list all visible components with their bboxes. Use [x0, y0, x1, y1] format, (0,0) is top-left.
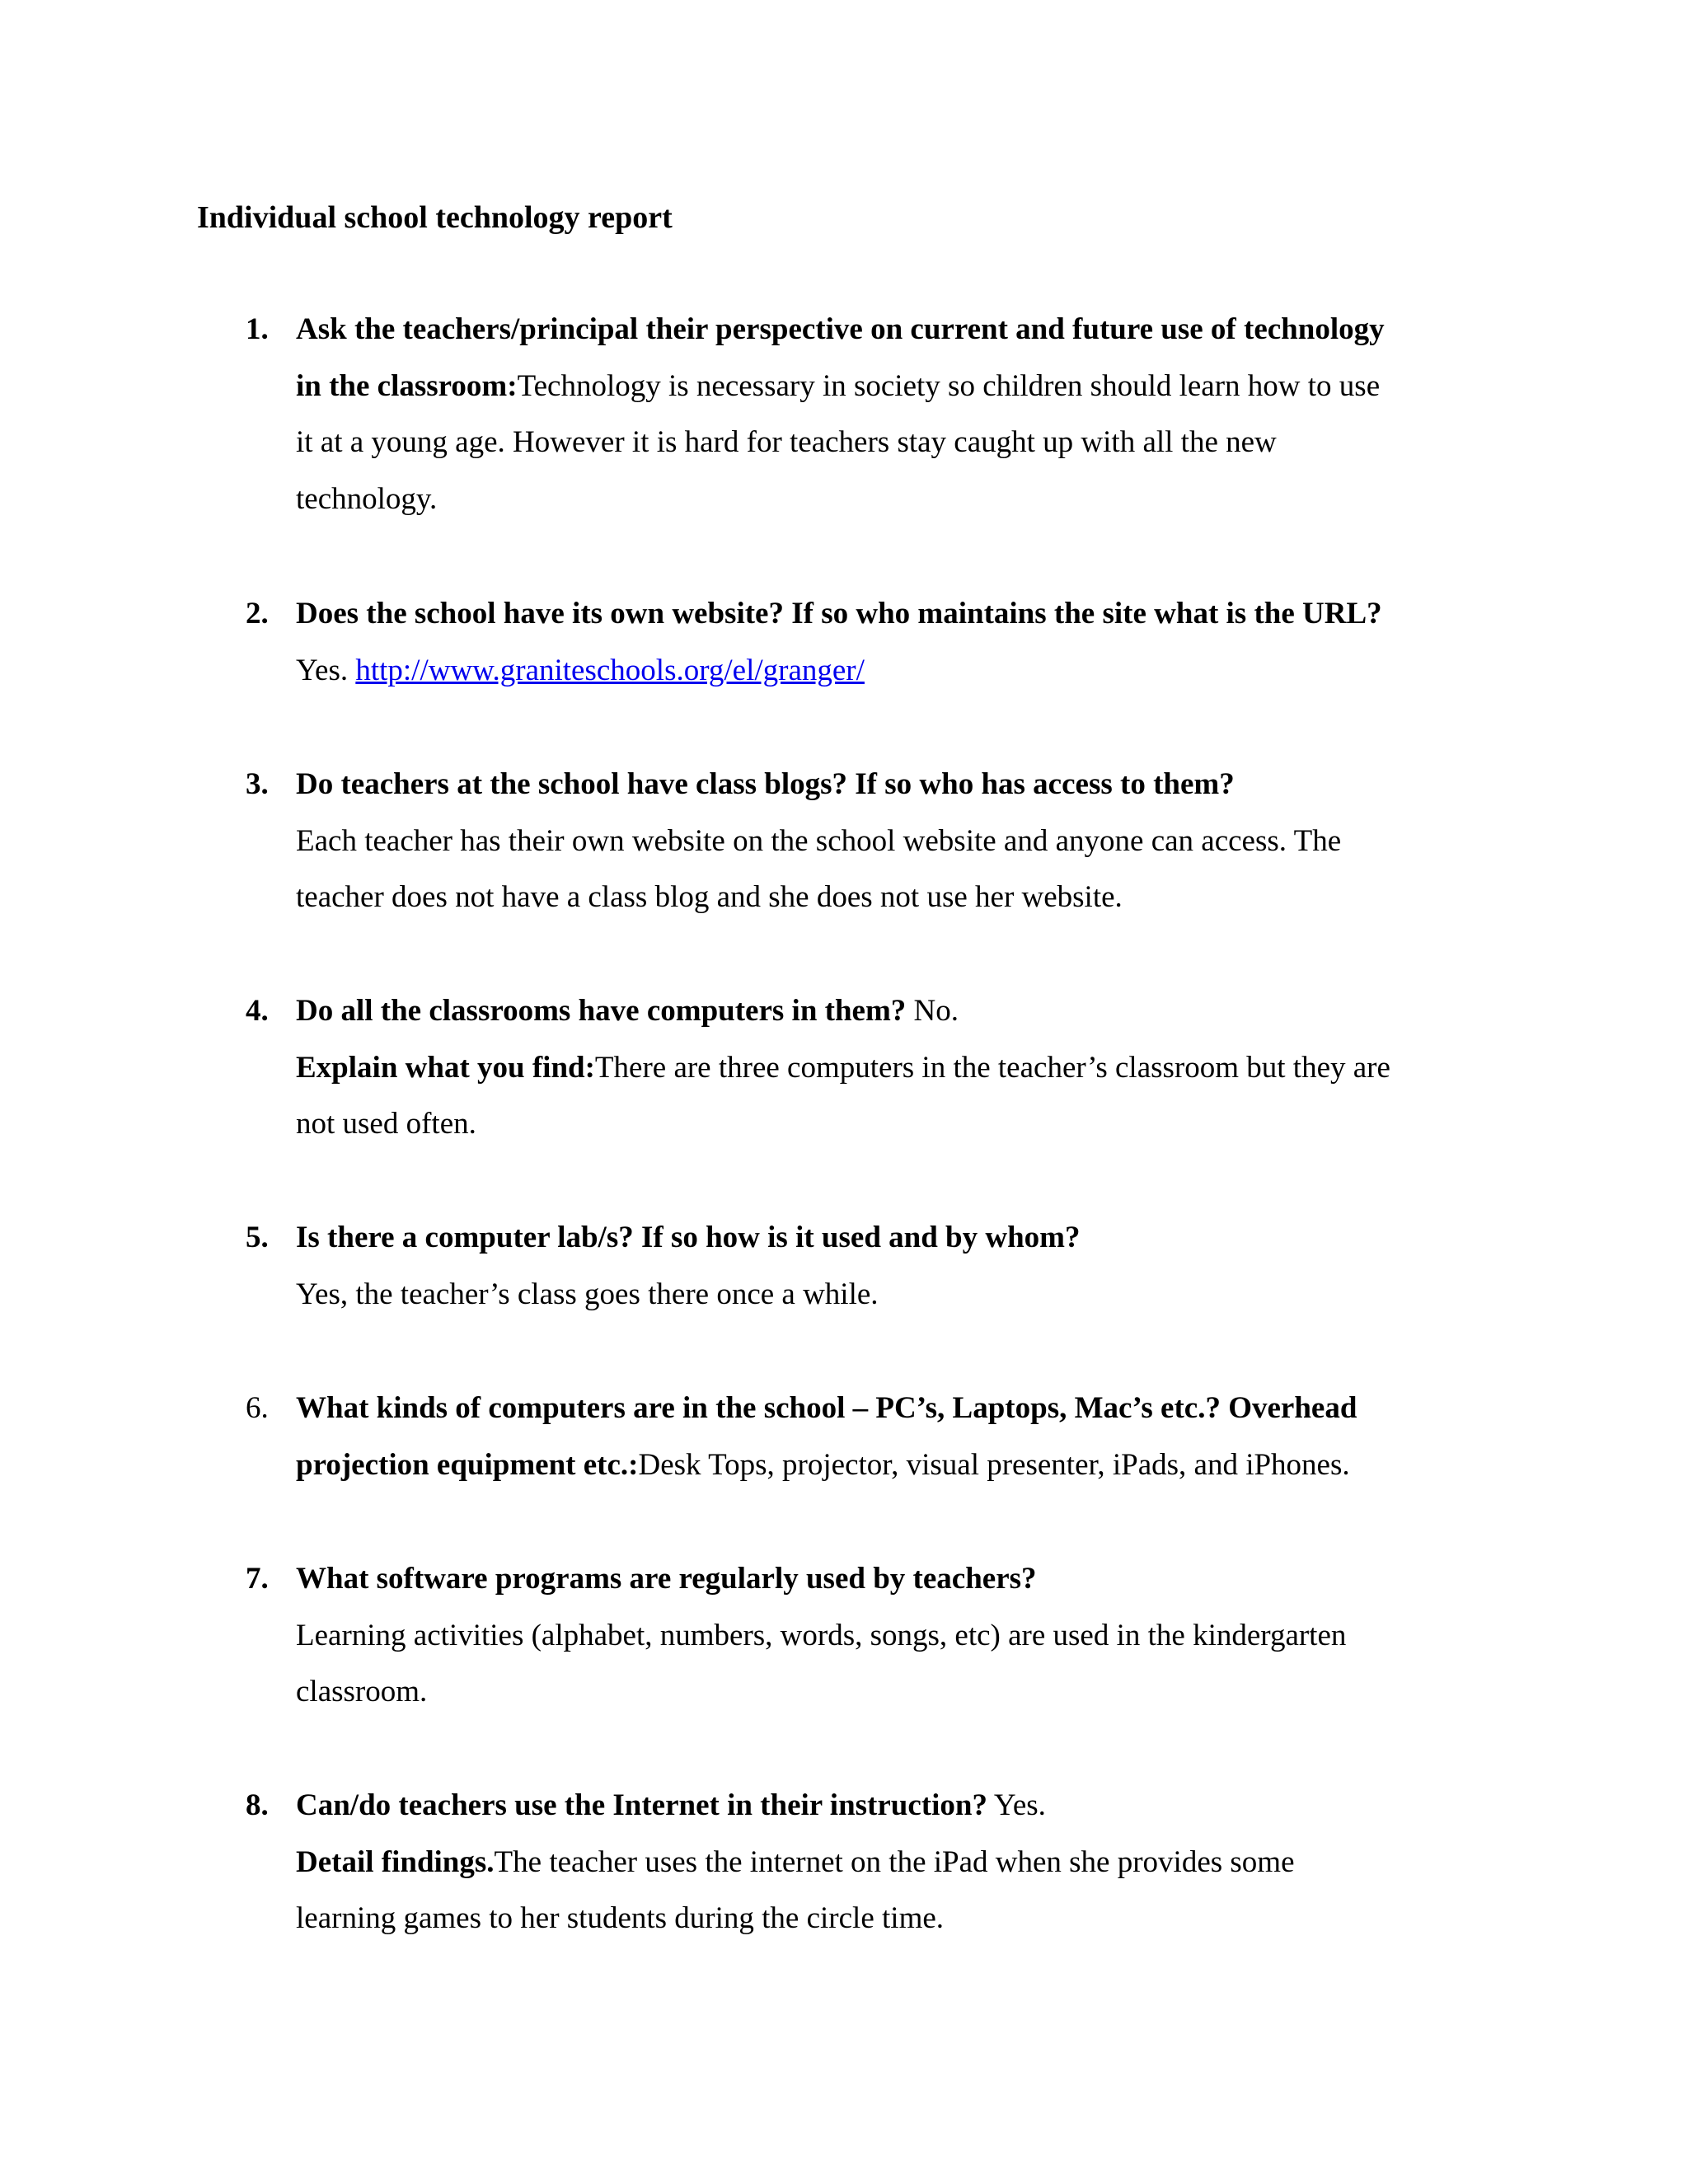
question-text: in the classroom:: [296, 368, 518, 403]
answer-text: teacher does not have a class blog and she does not use her website.: [296, 880, 1123, 914]
item-line: [296, 813, 1483, 870]
question-text: Explain what you find:: [296, 1050, 595, 1085]
item-line: [296, 1210, 1483, 1267]
item-number: 8.: [246, 1788, 269, 1822]
item-number: 2.: [246, 597, 269, 630]
item-body: [296, 757, 1483, 926]
item-body: [296, 1778, 1483, 1947]
item-line: [296, 359, 1483, 415]
item-line: [296, 1437, 1483, 1494]
answer-text: No.: [906, 994, 959, 1028]
question-text: Detail findings.: [296, 1844, 495, 1879]
answer-text: it at a young age. However it is hard for teachers stay caught up with all the new: [296, 425, 1277, 459]
item-body: [296, 1380, 1483, 1493]
item-line: [296, 471, 1483, 528]
question-text: Do teachers at the school have class blogs? If so who has access to them?: [296, 767, 1235, 801]
item-line: [296, 586, 1483, 643]
item-body: [296, 586, 1483, 699]
item-line: [296, 1835, 1483, 1891]
answer-text: not used often.: [296, 1107, 476, 1141]
item-line: [296, 1040, 1483, 1097]
item-line: [296, 1664, 1483, 1721]
answer-text: Yes.: [296, 653, 356, 687]
item-body: [296, 983, 1483, 1153]
answer-text: Each teacher has their own website on the school website and anyone can access. The: [296, 823, 1342, 858]
answer-text: technology.: [296, 481, 438, 516]
item-line: [296, 415, 1483, 471]
item-line: [296, 643, 1483, 700]
item-number: 6.: [246, 1391, 269, 1425]
answer-text: learning games to her students during the circle time.: [296, 1901, 945, 1935]
item-number: 1.: [246, 312, 269, 346]
item-line: [296, 1096, 1483, 1153]
item-line: [296, 1267, 1483, 1324]
item-line: [296, 302, 1483, 359]
item-body: [296, 302, 1483, 527]
answer-text: The teacher uses the internet on the iPad when she provides some: [494, 1844, 1295, 1879]
item-line: [296, 1608, 1483, 1665]
item-number: 5.: [246, 1221, 269, 1254]
question-text: What software programs are regularly used by teachers?: [296, 1562, 1037, 1596]
item-body: [296, 1210, 1483, 1323]
question-text: Can/do teachers use the Internet in their instruction?: [296, 1788, 987, 1822]
item-number: 7.: [246, 1562, 269, 1596]
answer-text: Yes, the teacher’s class goes there once a while.: [296, 1277, 879, 1311]
answer-text: There are three computers in the teacher’s classroom but they are: [594, 1050, 1390, 1085]
answer-text: classroom.: [296, 1675, 428, 1708]
question-text: Ask the teachers/principal their perspective on current and future use of technology: [296, 312, 1385, 346]
answer-text: Desk Tops, projector, visual presenter, iPads, and iPhones.: [638, 1447, 1350, 1482]
question-text: projection equipment etc.:: [296, 1447, 639, 1482]
document-title: Individual school technology report: [197, 200, 673, 235]
school-website-link[interactable]: http://www.graniteschools.org/el/granger/: [355, 653, 865, 687]
answer-text: Yes.: [987, 1788, 1046, 1822]
item-line: [296, 983, 1483, 1040]
question-text: Does the school have its own website? If so who maintains the site what is the URL?: [296, 597, 1382, 630]
answer-text: Technology is necessary in society so children should learn how to use: [517, 368, 1381, 403]
item-number: 3.: [246, 767, 269, 801]
item-number: 4.: [246, 994, 269, 1028]
answer-text: Learning activities (alphabet, numbers, words, songs, etc) are used in the kindergarten: [296, 1618, 1347, 1652]
question-text: What kinds of computers are in the school – PC’s, Laptops, Mac’s etc.? Overhead: [296, 1391, 1357, 1425]
item-line: [296, 1891, 1483, 1947]
item-line: [296, 757, 1483, 813]
question-text: Do all the classrooms have computers in them?: [296, 994, 907, 1028]
item-line: [296, 1778, 1483, 1835]
question-text: Is there a computer lab/s? If so how is it used and by whom?: [296, 1221, 1081, 1254]
item-line: [296, 869, 1483, 926]
item-line: [296, 1551, 1483, 1608]
item-line: [296, 1380, 1483, 1437]
item-body: [296, 1551, 1483, 1721]
